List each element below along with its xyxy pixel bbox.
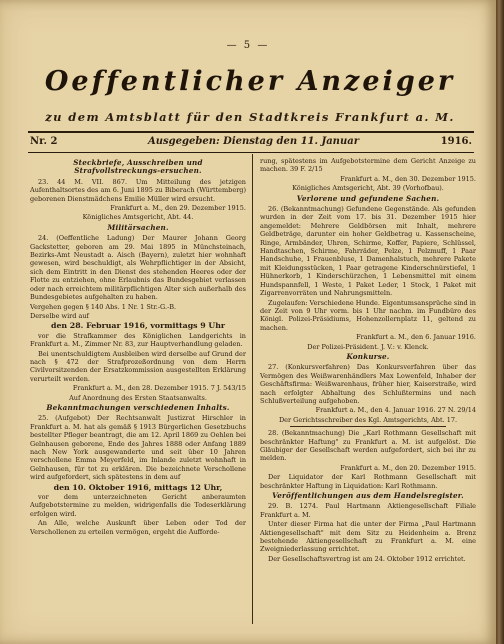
issue-year: 1916. [440, 136, 472, 147]
paragraph: Frankfurt a. M., den 20. Dezember 1915. [340, 463, 476, 472]
paragraph: An Alle, welche Auskunft über Leben oder Tod der Verschollenen zu erteilen vermögen, ergeht die Aufforde- [30, 519, 246, 536]
paragraph: 25. (Aufgebot) Der Rechtsanwalt Justizrat Hirschler in Frankfurt a. M. hat als gemäß § 1913 Bürgerlichen Gesetzbuchs bestellter Pfleger beantragt, die am 12. April 1869 zu Oehlen bei Gelnhausen geborene, Ende des Jahres 1888 oder Anfang 1889 nach New York ausgewanderte und seit über 10 Jahren verschollene Emma Meyerfeld, im Inlande zuletzt wohnhaft in Gelnhausen, für tot zu erklären. Die bezeichnete Verschollene wird aufgefordert, sich spätestens in dem auf [30, 414, 246, 482]
issue-line [28, 136, 474, 150]
paragraph: Frankfurt a. M., den 6. Januar 1916. [356, 333, 476, 342]
paragraph: Der Gesellschaftsvertrag ist am 24. Oktober 1912 errichtet. [268, 554, 466, 563]
section-heading: Veröffentlichungen aus dem Handelsregister. [272, 491, 464, 501]
paragraph: vor dem unterzeichneten Gericht anberaumten Aufgebotstermine zu melden, widrigenfalls die Todeserklärung erfolgen wird. [30, 493, 246, 518]
paragraph: 24. (Oeffentliche Ladung) Der Maurer Johann Georg Gackstetter, geboren am 29. Mai 1895 in Münchsteinach, Bezirks-Amt Neustadt a. Aisch (Bayern), zuletzt hier wohnhaft gewesen, wird beschuldigt, als Wehrpflichtiger in der Absicht, sich dem Eintritt in den Dienst des stehenden Heeres oder der Flotte zu entziehen, ohne Erlaubnis das Bundesgebiet verlassen oder nach erreichtem militärpflichtigen Alter sich außerhalb des Bundesgebietes aufgehalten zu haben. [30, 234, 246, 302]
paragraph: Zugelaufen: Verschiedene Hunde. Eigentumsansprüche sind in der Zeit von 9 Uhr vorm. bis 1 Uhr nachm. im Fundbüro des Königl. Polizei-Präsidiums, Hohenzollernplatz 11, geltend zu machen. [260, 298, 476, 332]
paragraph: Frankfurt a. M., den 29. Dezember 1915. [110, 204, 246, 213]
paragraph: 29. B. 1274. Paul Hartmann Aktiengesellschaft Filiale Frankfurt a. M. [260, 502, 476, 519]
page-number: — 5 — [226, 40, 270, 51]
paragraph: Unter dieser Firma hat die unter der Firma „Paul Hartmann Aktiengesellschaft" mit dem Sitz zu Heidenheim a. Brenz bestehende Aktiengesellschaft zu Frankfurt a. M. eine Zweigniederlassung errichtet. [260, 520, 476, 554]
paragraph: Königliches Amtsgericht, Abt. 44. [82, 213, 194, 222]
paragraph: Auf Anordnung des Ersten Staatsanwalts. [69, 393, 207, 402]
column-divider [252, 154, 253, 624]
section-heading: Steckbriefe, Ausschreiben und Strafvollstreckungs-ersuchen. [73, 158, 203, 176]
paragraph: rung, spätestens im Aufgebotstermine dem Gericht Anzeige zu machen. 39 F. 2/15 [260, 157, 476, 174]
section-heading: Bekanntmachungen verschiedenen Inhalts. [46, 402, 230, 412]
issue-number: Nr. 2 [30, 136, 58, 147]
section-heading: Konkurse. [346, 351, 390, 361]
left-column [30, 157, 246, 623]
paragraph: 28. (Bekanntmachung) Die „Karl Rothmann Gesellschaft mit beschränkter Haftung" zu Frankfurt a. M. ist aufgelöst. Die Gläubiger der Gesellschaft werden aufgefordert, sich bei ihr zu melden. [260, 429, 476, 463]
date-notice: den 28. Februar 1916, vormittags 9 Uhr [51, 321, 225, 331]
page-edge [496, 0, 504, 644]
paragraph: Der Gerichtsschreiber des Kgl. Amtsgerichts, Abt. 17. [278, 415, 458, 424]
paragraph: Der Polizei-Präsident. J. V.: v. Klenck. [307, 342, 429, 351]
paragraph: Frankfurt a. M., den 28. Dezember 1915. 7 J. 543/15 [72, 384, 246, 393]
paragraph: Derselbe wird auf [30, 311, 89, 320]
paragraph: vor die Strafkammer des Königlichen Landgerichts in Frankfurt a. M., Zimmer Nr. 83, zur Hauptverhandlung geladen. [30, 331, 246, 349]
issue-date: Ausgegeben: Dienstag den 11. Januar [148, 136, 359, 147]
masthead-title: Oeffentlicher Anzeiger [44, 66, 456, 97]
paragraph: Frankfurt a. M., den 30. Dezember 1915. [340, 174, 476, 183]
paragraph: Königliches Amtsgericht, Abt. 39 (Vorhofbau). [292, 184, 444, 193]
paragraph: 27. (Konkursverfahren) Das Konkursverfahren über das Vermögen des Weißwarenhändlers Max Lowenfeld, Inhaber der Geschäftsfirma: Weißwarenhaus, früher hier, Kaiserstraße, wird nach erfolgter Abhaltung des Schlußtermins und nach Schlußverteilung aufgehoben. [260, 363, 476, 405]
paragraph: 26. (Bekanntmachung) Gefundene Gegenstände. Als gefunden wurden in der Zeit vom 17. bis 31. Dezember 1915 hier angemeldet: Mehrere Geldbörsen mit Inhalt, mehrere Geldbeträge, darunter ein hoher Geldbetrag u. Kassenscheine, Ringe, Armbänder, Uhren, Schirme, Koffer, Papiere, Schlüssel, Handtaschen, Schirme, Fahrräder, Pelze, 1 Pelzmuff, 1 Paar Handschuhe, 1 Frauenbluse, 1 Damenhalstuch, mehrere Pakete mit Kleidungsstücken, 1 Paar getragene Kinderschnürstiefel, 1 Hühnerkorb, 1 Kinderschürzchen, 1 Lebensmittel mit einem Hundspannfell, 1 Weste, 1 Paket Leder, 1 Stock, 1 Paket mit Zigarrenvorräten und Nahrungsmitteln. [260, 205, 476, 298]
section-heading: Verlorene und gefundene Sachen. [296, 193, 440, 203]
issue-rule [28, 152, 474, 153]
separator [290, 426, 446, 427]
paragraph: 23. 44 M. VII. 867. Um Mitteilung des jetzigen Aufenthaltsortes des am 6. Juni 1895 zu Biberach (Württemberg) geborenen Dienstmädchens Emilie Müller wird ersucht. [30, 177, 246, 203]
date-notice: den 10. Oktober 1916, mittags 12 Uhr, [53, 482, 223, 492]
masthead-subtitle: zu dem Amtsblatt für den Stadtkreis Frankfurt a. M. [45, 110, 455, 124]
right-column [260, 157, 476, 623]
paragraph: Bei unentschuldigtem Ausbleiben wird derselbe auf Grund der nach § 472 der Strafprozeßordnung von dem Herrn Civilvorsitzenden der Ersatzkommission ausgestellten Erklärung verurteilt werden. [30, 349, 246, 383]
paragraph: Der Liquidator der Karl Rothmann Gesellschaft mit beschränkter Haftung in Liquidation: Karl Rothmann. [260, 473, 476, 490]
section-heading: Militärsachen. [107, 222, 169, 232]
paragraph: Frankfurt a. M., den 4. Januar 1916. 27 N. 29/14 [315, 406, 476, 415]
top-rule [28, 131, 474, 133]
paragraph: Vergehen gegen § 140 Abs. 1 Nr. 1 Str.-G.-B. [30, 302, 177, 311]
